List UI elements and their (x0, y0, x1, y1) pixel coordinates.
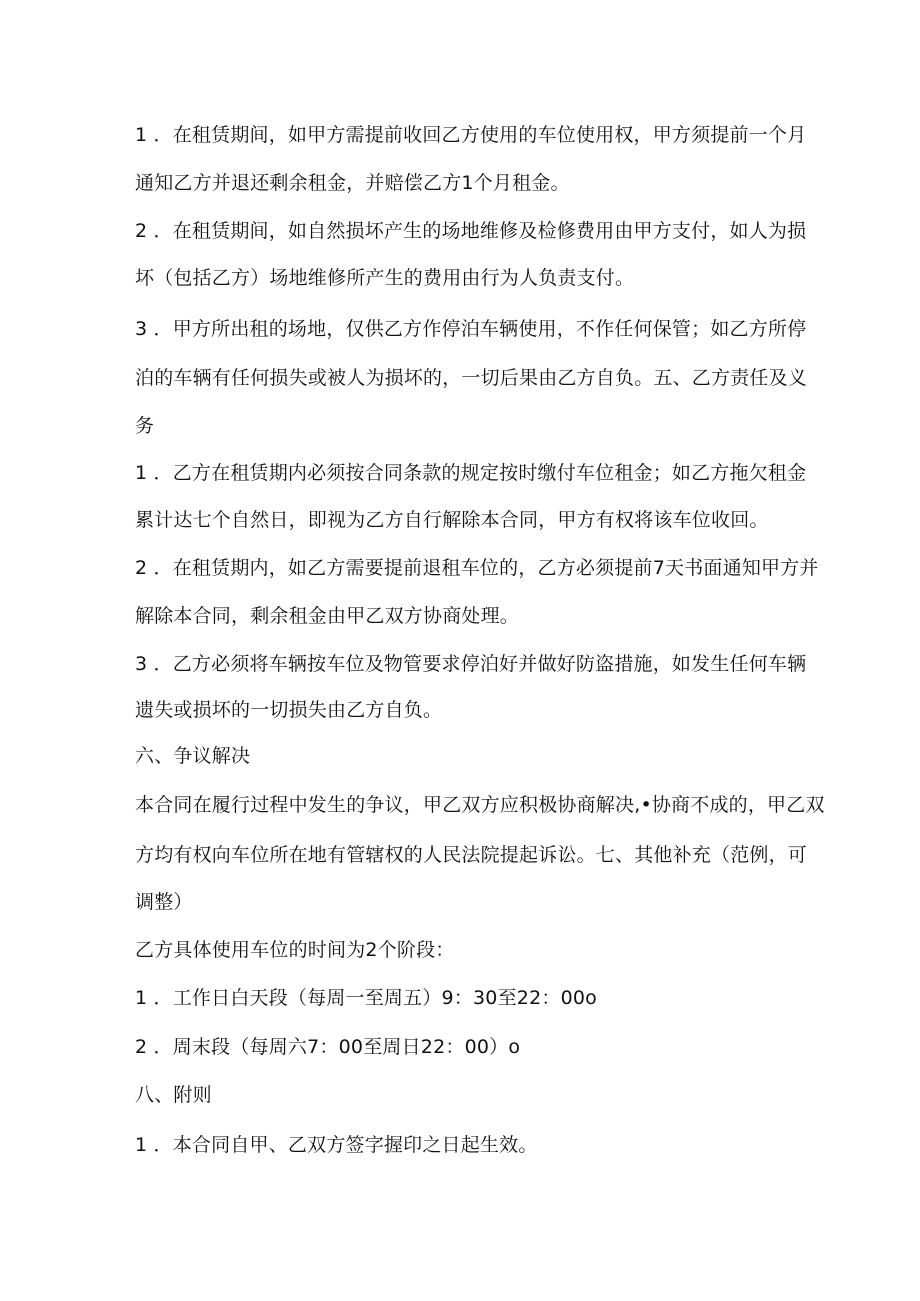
text-line: 坏（包括乙方）场地维修所产生的费用由行为人负责支付。 (135, 267, 635, 289)
text-line: 务 (135, 415, 155, 437)
text-line: 泊的车辆有任何损失或被人为损坏的，一切后果由乙方自负。五、乙方责任及义 (135, 367, 808, 389)
text-line: 通知乙方并退还剩余租金，并赔偿乙方1个月租金。 (135, 172, 570, 194)
text-line: 乙方具体使用车位的时间为2个阶段： (135, 939, 455, 961)
text-line: 1 ．在租赁期间，如甲方需提前收回乙方使用的车位使用权，甲方须提前一个月 (135, 124, 807, 146)
text-line: 遗失或损坏的一切损失由乙方自负。 (135, 699, 443, 721)
text-line: 2 ．在租赁期间，如自然损坏产生的场地维修及检修费用由甲方支付，如人为损 (135, 220, 807, 242)
text-line: 3 ．甲方所出租的场地，仅供乙方作停泊车辆使用，不作任何保管；如乙方所停 (135, 318, 807, 340)
text-line: 2 ．周末段（每周六7：00至周日22：00）o (135, 1036, 521, 1058)
text-line: 方均有权向车位所在地有管辖权的人民法院提起诉讼。七、其他补充（范例，可 (135, 844, 808, 866)
section-heading: 六、争议解决 (135, 745, 251, 767)
text-line: 1 ．本合同自甲、乙双方签字握印之日起生效。 (135, 1134, 538, 1156)
text-line: 本合同在履行过程中发生的争议，甲乙双方应积极协商解决,•协商不成的，甲乙双 (135, 794, 825, 816)
text-line: 调整） (135, 891, 193, 913)
section-heading: 八、附则 (135, 1084, 212, 1106)
text-line: 1 ．乙方在租赁期内必须按合同条款的规定按时缴付车位租金；如乙方拖欠租金 (135, 462, 807, 484)
text-line: 1 ．工作日白天段（每周一至周五）9：30至22：00o (135, 987, 597, 1009)
text-line: 解除本合同，剩余租金由甲乙双方协商处理。 (135, 605, 520, 627)
text-line: 累计达七个自然日，即视为乙方自行解除本合同，甲方有权将该车位收回。 (135, 509, 769, 531)
text-line: 3 ．乙方必须将车辆按车位及物管要求停泊好并做好防盗措施，如发生任何车辆 (135, 653, 807, 675)
text-line: 2 ．在租赁期内，如乙方需要提前退租车位的，乙方必须提前7天书面通知甲方并 (135, 557, 819, 579)
